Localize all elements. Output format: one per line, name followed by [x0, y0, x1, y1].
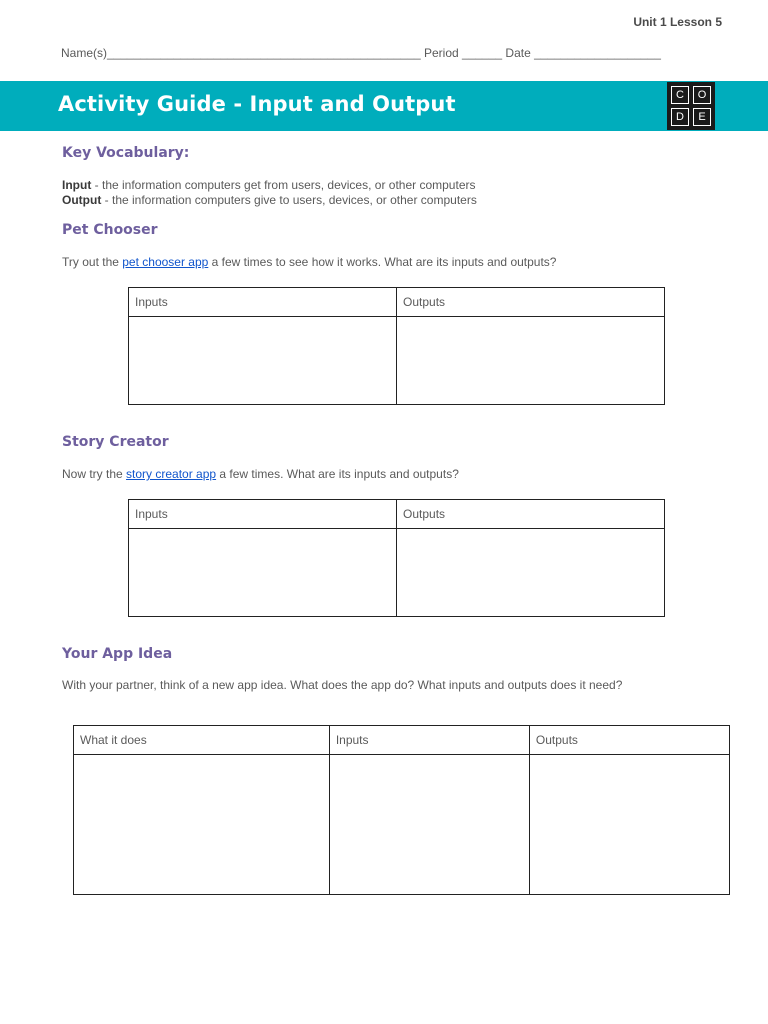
column-header-inputs: Inputs [329, 726, 529, 755]
vocab-definition: - the information computers get from users, devices, or other computers [91, 178, 476, 192]
logo-letter-o: O [693, 86, 711, 104]
pet-chooser-heading: Pet Chooser [62, 222, 158, 238]
logo-letter-c: C [671, 86, 689, 104]
inputs-answer-cell[interactable] [129, 529, 397, 617]
what-it-does-answer-cell[interactable] [74, 755, 330, 895]
story-creator-link[interactable]: story creator app [126, 467, 217, 481]
name-period-date-line: Name(s)_______________________________________________ Period ______ Date ___________________ [61, 46, 661, 60]
column-header-inputs: Inputs [129, 500, 397, 529]
story-creator-prompt [62, 467, 459, 481]
pet-chooser-link[interactable]: pet chooser app [122, 255, 209, 269]
app-idea-heading: Your App Idea [62, 646, 173, 662]
prompt-text: a few times. What are its inputs and outputs? [216, 467, 459, 481]
pet-chooser-table [128, 287, 665, 405]
vocab-item-output [62, 193, 477, 207]
inputs-answer-cell[interactable] [329, 755, 529, 895]
outputs-answer-cell[interactable] [397, 529, 665, 617]
inputs-answer-cell[interactable] [129, 317, 397, 405]
outputs-answer-cell[interactable] [529, 755, 729, 895]
column-header-outputs: Outputs [529, 726, 729, 755]
story-creator-heading: Story Creator [62, 434, 169, 450]
vocab-term: Input [62, 178, 92, 192]
page-title: Activity Guide - Input and Output [58, 92, 456, 116]
prompt-text: Now try the [62, 467, 127, 481]
vocab-item-input [62, 178, 476, 192]
column-header-outputs: Outputs [397, 288, 665, 317]
vocab-definition: - the information computers give to users, devices, or other computers [101, 193, 477, 207]
pet-chooser-prompt [62, 255, 556, 269]
unit-lesson-label: Unit 1 Lesson 5 [633, 15, 722, 29]
vocab-term: Output [62, 193, 102, 207]
prompt-text: a few times to see how it works. What are its inputs and outputs? [208, 255, 557, 269]
app-idea-table [73, 725, 730, 895]
logo-letter-d: D [671, 108, 689, 126]
outputs-answer-cell[interactable] [397, 317, 665, 405]
logo-letter-e: E [693, 108, 711, 126]
column-header-outputs: Outputs [397, 500, 665, 529]
app-idea-prompt: With your partner, think of a new app idea. What does the app do? What inputs and outputs does it need? [62, 678, 623, 692]
vocab-heading: Key Vocabulary: [62, 145, 190, 161]
story-creator-table [128, 499, 665, 617]
column-header-inputs: Inputs [129, 288, 397, 317]
code-logo [667, 82, 715, 130]
column-header-what-it-does: What it does [74, 726, 330, 755]
prompt-text: Try out the [62, 255, 123, 269]
